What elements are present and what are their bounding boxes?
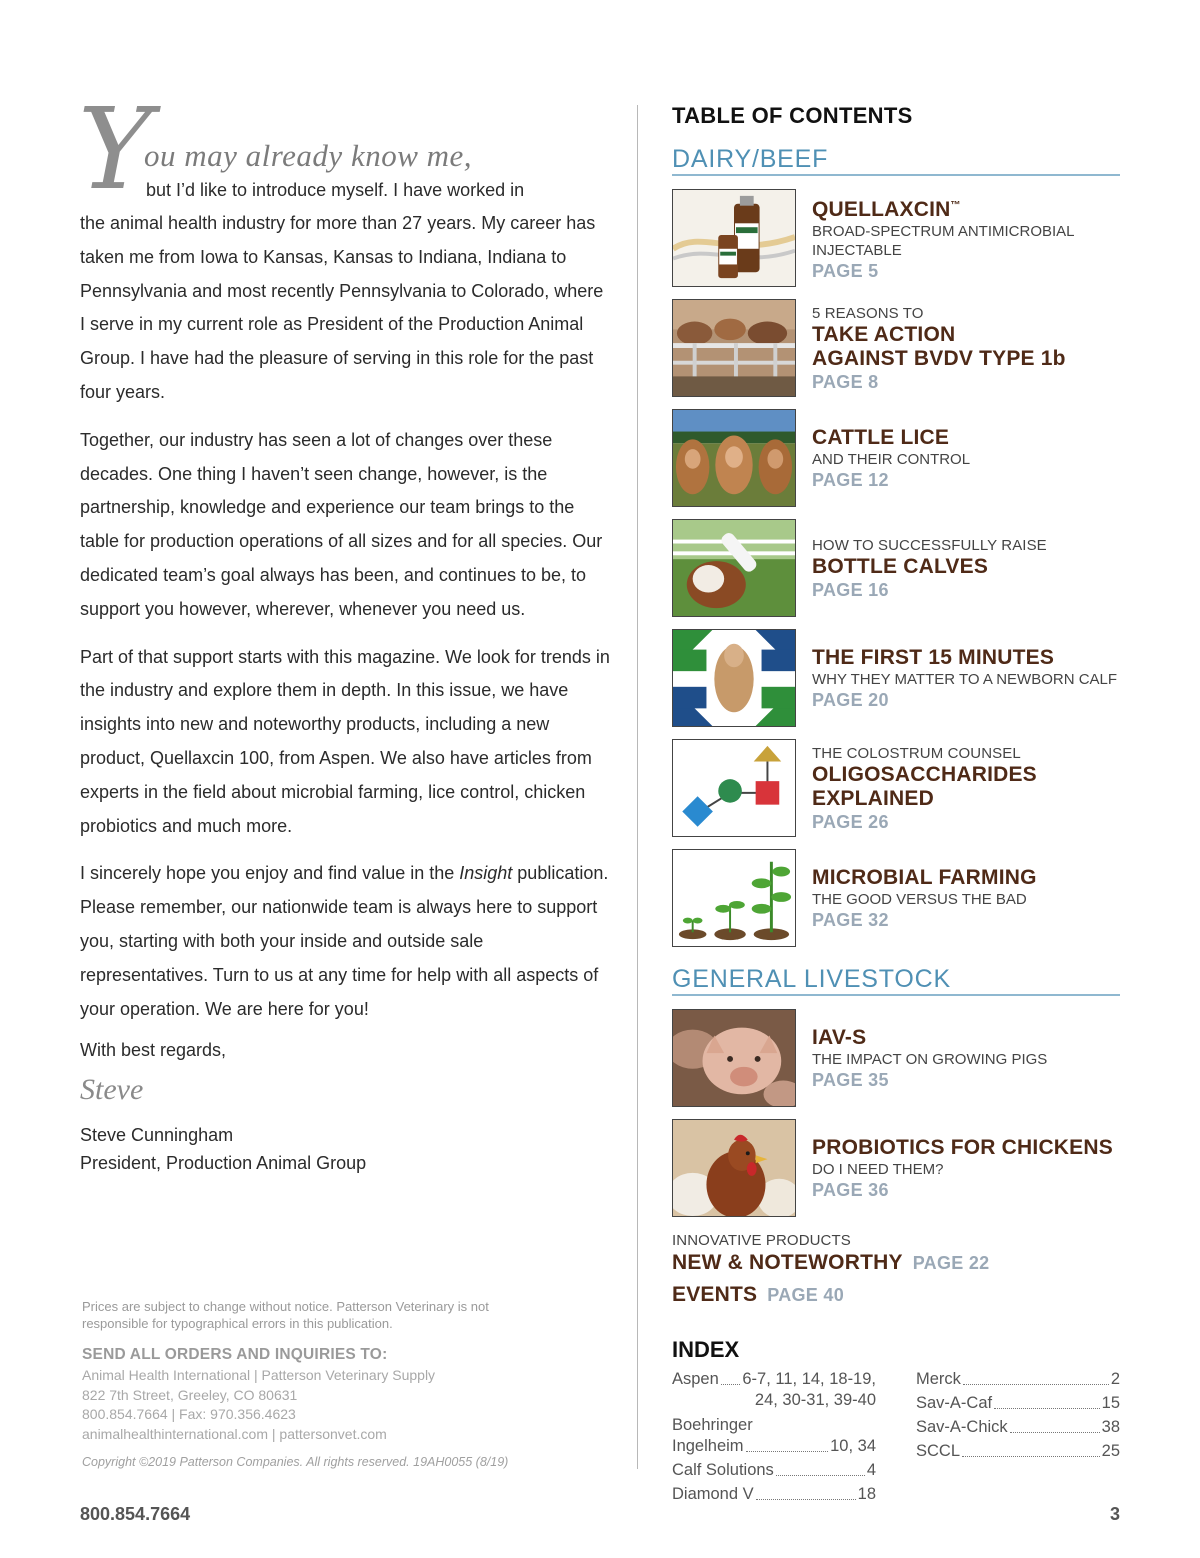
index-row: Ingelheim 10, 34 — [672, 1437, 876, 1455]
orders-phone-fax: 800.854.7664 | Fax: 970.356.4623 — [82, 1406, 296, 1422]
quellaxcin-bottles-image — [672, 189, 796, 287]
events-row[interactable] — [672, 1283, 1120, 1307]
entry-subtitle: DO I NEED THEM? — [812, 1160, 944, 1178]
entry-page-ref[interactable]: PAGE 16 — [812, 579, 889, 600]
calf-bottle-feeding-image — [672, 519, 796, 617]
entry-page-ref[interactable]: PAGE 5 — [812, 261, 879, 281]
section-heading-dairy-beef: DAIRY/BEEF — [672, 145, 1120, 176]
footer-phone: 800.854.7664 — [80, 1504, 191, 1524]
events-page-ref[interactable]: PAGE 40 — [767, 1285, 845, 1305]
events-headline: EVENTS — [672, 1283, 758, 1306]
letter-closing: With best regards, — [80, 1040, 227, 1061]
drop-cap: Y — [78, 85, 152, 215]
entry-page-ref[interactable]: PAGE 32 — [812, 909, 889, 930]
entry-headline: THE FIRST 15 MINUTES — [812, 645, 1055, 669]
entry-page-ref[interactable]: PAGE 20 — [812, 689, 889, 710]
orders-title: SEND ALL ORDERS AND INQUIRIES TO: — [82, 1346, 388, 1363]
index-title: INDEX — [672, 1337, 740, 1362]
letter-paragraph-3: Part of that support starts with this magazine. We look for trends in the industry and explore them in depth. In this issue, we have insights into new and noteworthy products, including a new product, Quellaxcin 100, from Aspen. We also have articles from experts in the field about microbial farming, lice control, chicken probiotics and much more. — [80, 646, 610, 836]
signer-block — [80, 1121, 610, 1177]
entry-subtitle: AND THEIR CONTROL — [812, 450, 971, 468]
cattle-at-feedbunk-image — [672, 299, 796, 397]
toc-entry[interactable] — [672, 733, 1120, 843]
entry-page-ref[interactable]: PAGE 12 — [812, 469, 889, 490]
toc-entry[interactable] — [672, 183, 1120, 293]
letter-paragraph-4 — [80, 857, 610, 1026]
signature: Steve — [80, 1073, 144, 1107]
oligosaccharide-diagram-image — [672, 739, 796, 837]
welcome-letter — [78, 85, 610, 1177]
price-disclaimer: Prices are subject to change without notice. Patterson Veterinary is not responsible for typographical errors in this publication. — [82, 1299, 489, 1331]
entry-headline: CATTLE LICE — [812, 425, 950, 449]
innovative-products-block — [672, 1231, 1120, 1307]
index-row: Aspen 6-7, 11, 14, 18-19, — [672, 1370, 876, 1388]
entry-headline: TAKE ACTION AGAINST BVDV TYPE 1b — [812, 322, 1066, 370]
letter-opening — [78, 85, 610, 215]
entry-headline: MICROBIAL FARMING — [812, 865, 1037, 889]
cattle-in-field-image — [672, 409, 796, 507]
index-column-left — [672, 1369, 876, 1508]
entry-headline: PROBIOTICS FOR CHICKENS — [812, 1135, 1113, 1159]
entry-page-ref[interactable]: PAGE 8 — [812, 371, 879, 392]
signer-name: Steve Cunningham — [80, 1125, 234, 1146]
index — [672, 1369, 1120, 1508]
entry-headline: QUELLAXCIN™ — [812, 198, 961, 221]
letter-paragraph-2: Together, our industry has seen a lot of changes over these decades. One thing I haven’t seen change, however, is the partnership, knowledge and experience our team brings to the table for production operations of all sizes and for all species. Our dedicated team’s goal always has been, and continues to be, to support you however, wherever, whenever you need us. — [80, 429, 603, 619]
toc-entry[interactable] — [672, 1003, 1120, 1113]
entry-page-ref[interactable]: PAGE 35 — [812, 1069, 889, 1090]
index-row: Sav-A-Caf 15 — [916, 1394, 1120, 1412]
index-row: Calf Solutions 4 — [672, 1461, 876, 1479]
entry-page-ref[interactable]: PAGE 26 — [812, 811, 889, 832]
entry-headline: IAV-S — [812, 1025, 867, 1049]
entry-subtitle: WHY THEY MATTER TO A NEWBORN CALF — [812, 670, 1118, 688]
entry-headline: BOTTLE CALVES — [812, 554, 989, 578]
entry-subtitle: THE GOOD VERSUS THE BAD — [812, 890, 1027, 908]
index-row: Sav-A-Chick 38 — [916, 1418, 1120, 1436]
innovative-kicker: INNOVATIVE PRODUCTS — [672, 1232, 851, 1249]
general-livestock-entries — [672, 1003, 1120, 1223]
toc-entry[interactable] — [672, 513, 1120, 623]
entry-page-ref[interactable]: PAGE 36 — [812, 1179, 889, 1200]
entry-subtitle: BROAD-SPECTRUM ANTIMICROBIAL INJECTABLE — [812, 223, 1074, 259]
index-row: Diamond V 18 — [672, 1485, 876, 1503]
orders-company: Animal Health International | Patterson Veterinary Supply — [82, 1367, 436, 1383]
index-row: Boehringer — [672, 1416, 753, 1434]
toc-entry[interactable] — [672, 623, 1120, 733]
toc-entry[interactable] — [672, 1113, 1120, 1223]
index-row: SCCL 25 — [916, 1442, 1120, 1460]
entry-kicker: HOW TO SUCCESSFULLY RAISE — [812, 536, 1047, 554]
table-of-contents — [672, 103, 1120, 1508]
copyright-notice: Copyright ©2019 Patterson Companies. All rights reserved. 19AH0055 (8/19) — [82, 1455, 509, 1469]
new-noteworthy-headline: NEW & NOTEWORTHY — [672, 1251, 903, 1274]
pig-image — [672, 1009, 796, 1107]
signer-title: President, Production Animal Group — [80, 1153, 367, 1174]
orders-contact-block — [82, 1346, 552, 1444]
entry-kicker: 5 REASONS TO — [812, 304, 924, 322]
orders-address: 822 7th Street, Greeley, CO 80631 — [82, 1386, 298, 1403]
toc-title: TABLE OF CONTENTS — [672, 103, 913, 128]
toc-entry[interactable] — [672, 293, 1120, 403]
letter-paragraph-1: the animal health industry for more than 27 years. My career has taken me from Iowa to Kansas, Kansas to Indiana, Indiana to Pennsylvania and most recently Pennsylvania to Colorado, where I serve in my current role as President of the Production Animal Group. I have had the pleasure of serving in this role for the past four years. — [80, 213, 604, 402]
new-noteworthy-row[interactable] — [672, 1251, 1120, 1275]
orders-websites[interactable]: animalhealthinternational.com | pattersonvet.com — [82, 1425, 387, 1442]
insight-italic: Insight — [459, 863, 513, 884]
index-row-continued: 24, 30-31, 39-40 — [754, 1391, 876, 1409]
opening-script-line: ou may already know me, — [144, 138, 473, 173]
paragraph-4-end: publication. Please remember, our nationwide team is always here to support you, starting with both your inside and outside sale representatives. Turn to us at any time for help with all aspects of your operation. We are here for you! — [80, 863, 609, 1019]
chicken-image — [672, 1119, 796, 1217]
entry-subtitle: THE IMPACT ON GROWING PIGS — [812, 1050, 1048, 1068]
page-number: 3 — [1109, 1504, 1120, 1524]
entry-headline: OLIGOSACCHARIDES EXPLAINED — [812, 762, 1037, 810]
newborn-calf-infographic-image — [672, 629, 796, 727]
toc-entry[interactable] — [672, 843, 1120, 953]
column-divider — [637, 105, 638, 1469]
entry-kicker: THE COLOSTRUM COUNSEL — [812, 744, 1021, 762]
index-column-right — [916, 1369, 1120, 1508]
section-heading-general-livestock: GENERAL LIVESTOCK — [672, 965, 1120, 996]
paragraph-4-start: I sincerely hope you enjoy and find value in the — [80, 863, 460, 884]
index-row: Merck 2 — [916, 1370, 1120, 1388]
opening-text-line: but I’d like to introduce myself. I have worked in — [146, 180, 525, 200]
new-noteworthy-page-ref[interactable]: PAGE 22 — [912, 1253, 990, 1273]
toc-entry[interactable] — [672, 403, 1120, 513]
plant-growth-image — [672, 849, 796, 947]
dairy-beef-entries — [672, 183, 1120, 953]
